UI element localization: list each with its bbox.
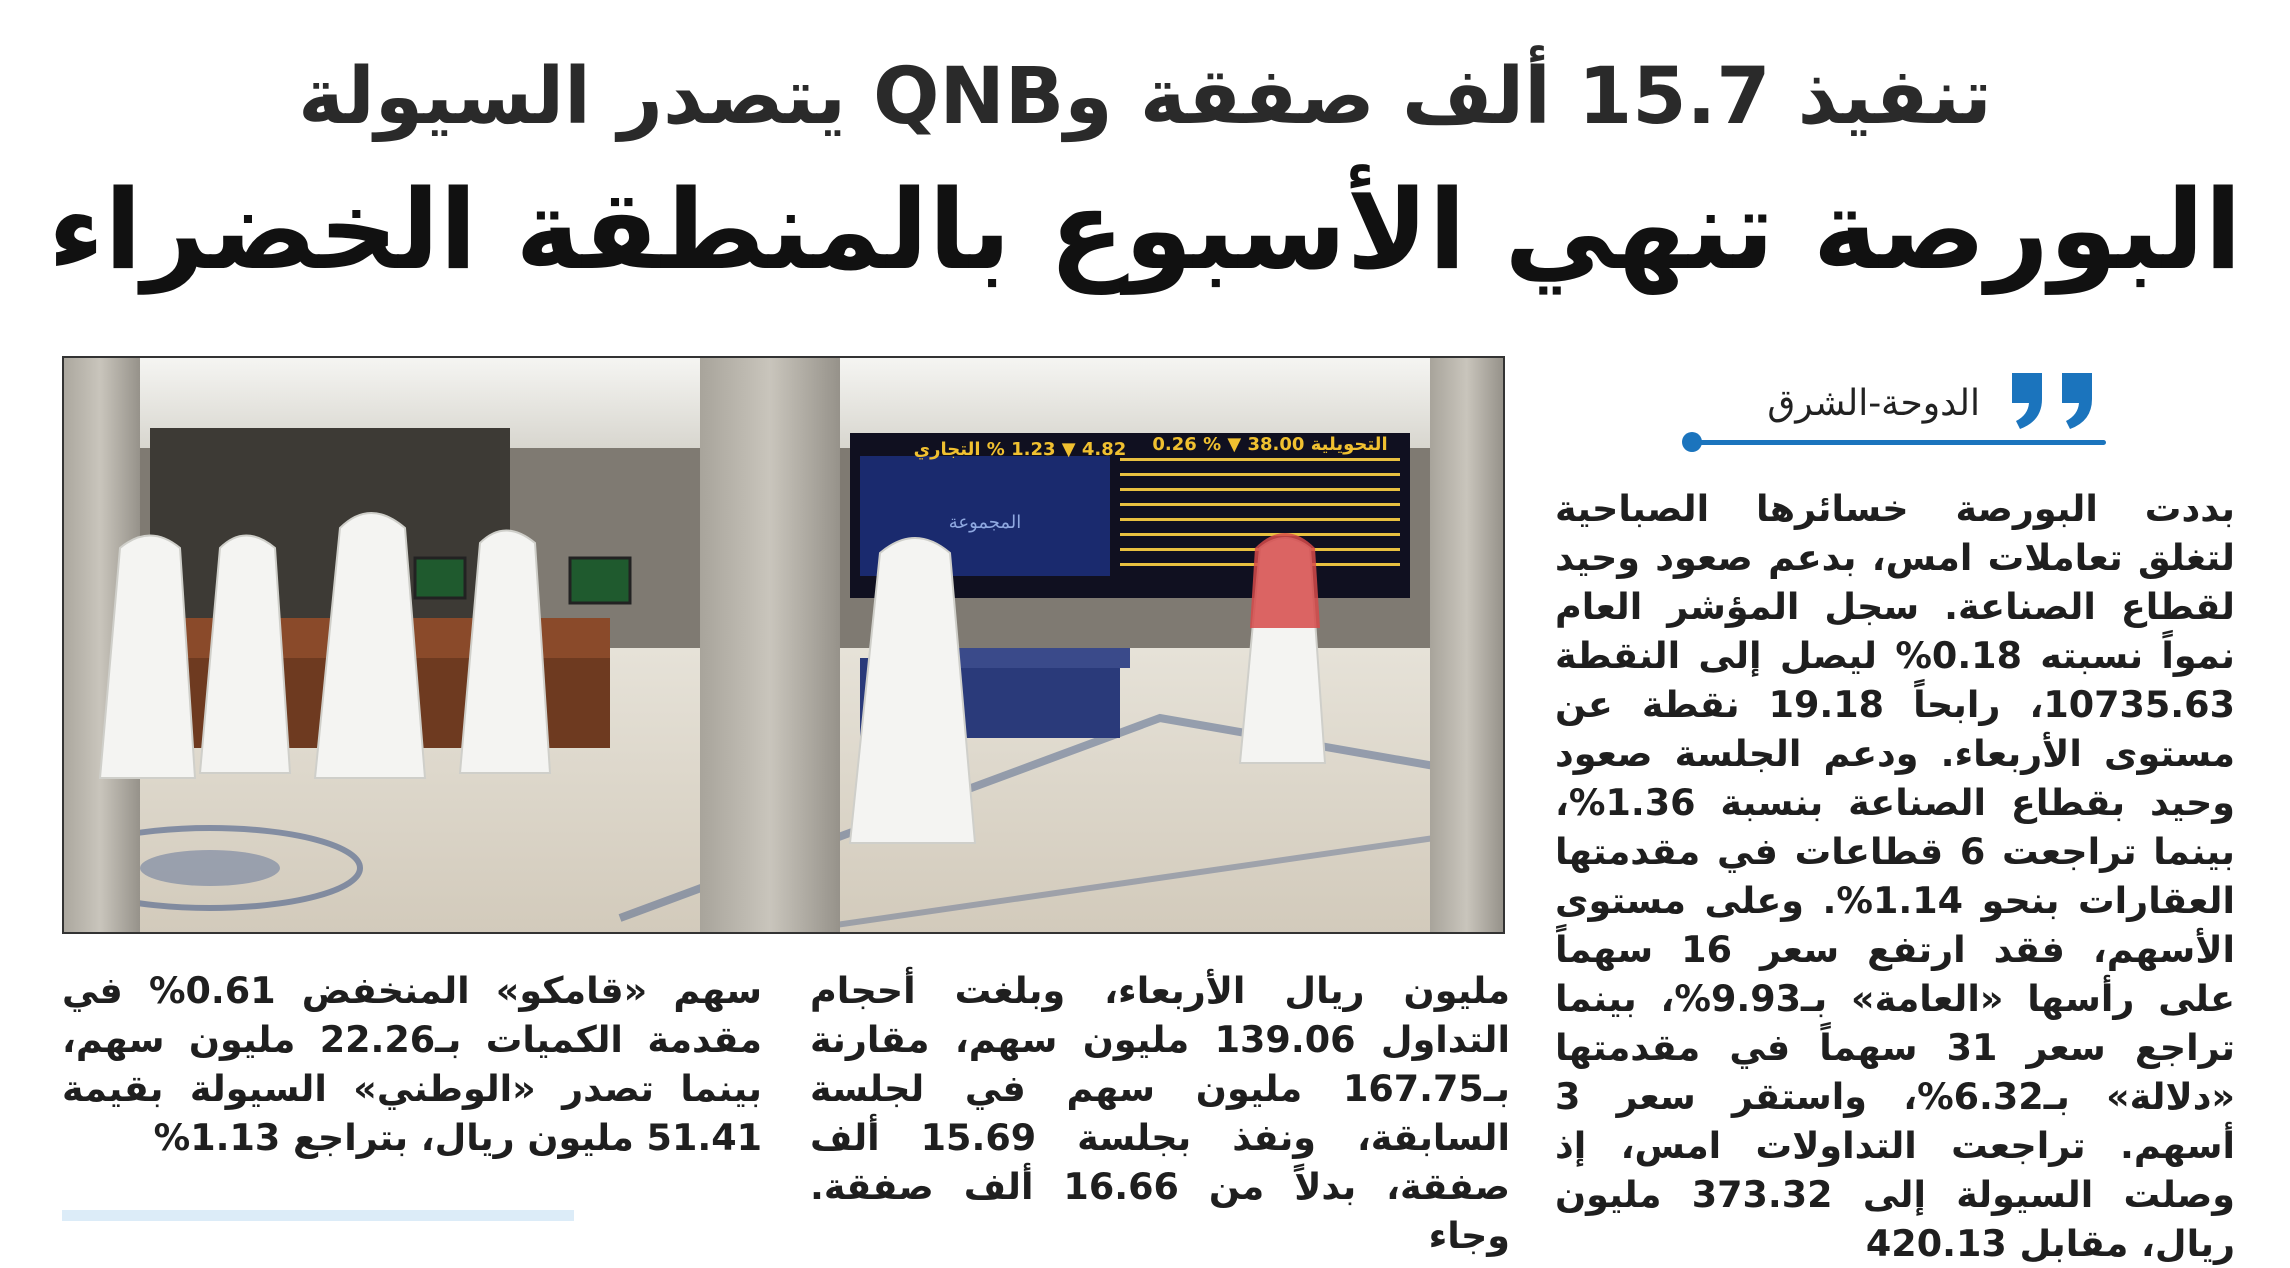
article-body-left: سهم «قامكو» المنخفض 0.61% في مقدمة الكميات بـ22.26 مليون سهم، بينما تصدر «الوطني» السيولة بقيمة 51.41 مليون ريال، بتراجع 1.13% xyxy=(62,969,763,1159)
byline-location: الدوحة-الشرق xyxy=(1767,383,1980,424)
article-column-left xyxy=(62,966,762,1162)
byline-divider-dot xyxy=(1682,432,1702,452)
trading-floor-photo xyxy=(62,356,1505,934)
article-column-right xyxy=(1555,484,2235,1268)
headline-top: تنفيذ 15.7 ألف صفقة وQNB يتصدر السيولة xyxy=(298,52,1992,142)
article-body-middle: مليون ريال الأربعاء، وبلغت أحجام التداول 139.06 مليون سهم، مقارنة بـ167.75 مليون سهم في لجلسة السابقة، ونفذ بجلسة 15.69 ألف صفقة، بدلاً من 16.66 ألف صفقة. وجاء xyxy=(810,969,1510,1257)
footer-accent-bar xyxy=(62,1210,574,1221)
ticker-left: 4.82 ▼ 1.23 % التجاري xyxy=(913,439,1127,460)
quote-icon xyxy=(2000,365,2110,435)
byline xyxy=(1690,365,2110,445)
article-column-middle xyxy=(810,966,1510,1260)
ticker-right: التحويلية 38.00 ▼ % 0.26 xyxy=(1152,434,1388,455)
board-caption: المجموعة xyxy=(948,512,1022,533)
article-body-right: بددت البورصة خسائرها الصباحية لتغلق تعاملات امس، بدعم صعود وحيد لقطاع الصناعة. سجل المؤشر العام نمواً نسبته 0.18% ليصل إلى النقطة 10735.63، رابحاً 19.18 نقطة عن مستوى الأربعاء. ودعم الجلسة صعود وحيد بقطاع الصناعة بنسبة 1.36%، بينما تراجعت 6 قطاعات في مقدمتها العقارات بنحو 1.14%. وعلى مستوى الأسهم، فقد ارتفع سعر 16 سهماً على رأسها «العامة» بـ9.93%، بينما تراجع سعر 31 سهماً في مقدمتها «دلالة» بـ6.32%، واستقر سعر 3 أسهم. تراجعت التداولات امس، إذ وصلت السيولة إلى 373.32 مليون ريال، مقابل 420.13 xyxy=(1555,487,2236,1265)
byline-divider xyxy=(1688,440,2106,445)
headline-main: البورصة تنهي الأسبوع بالمنطقة الخضراء xyxy=(48,166,2242,294)
